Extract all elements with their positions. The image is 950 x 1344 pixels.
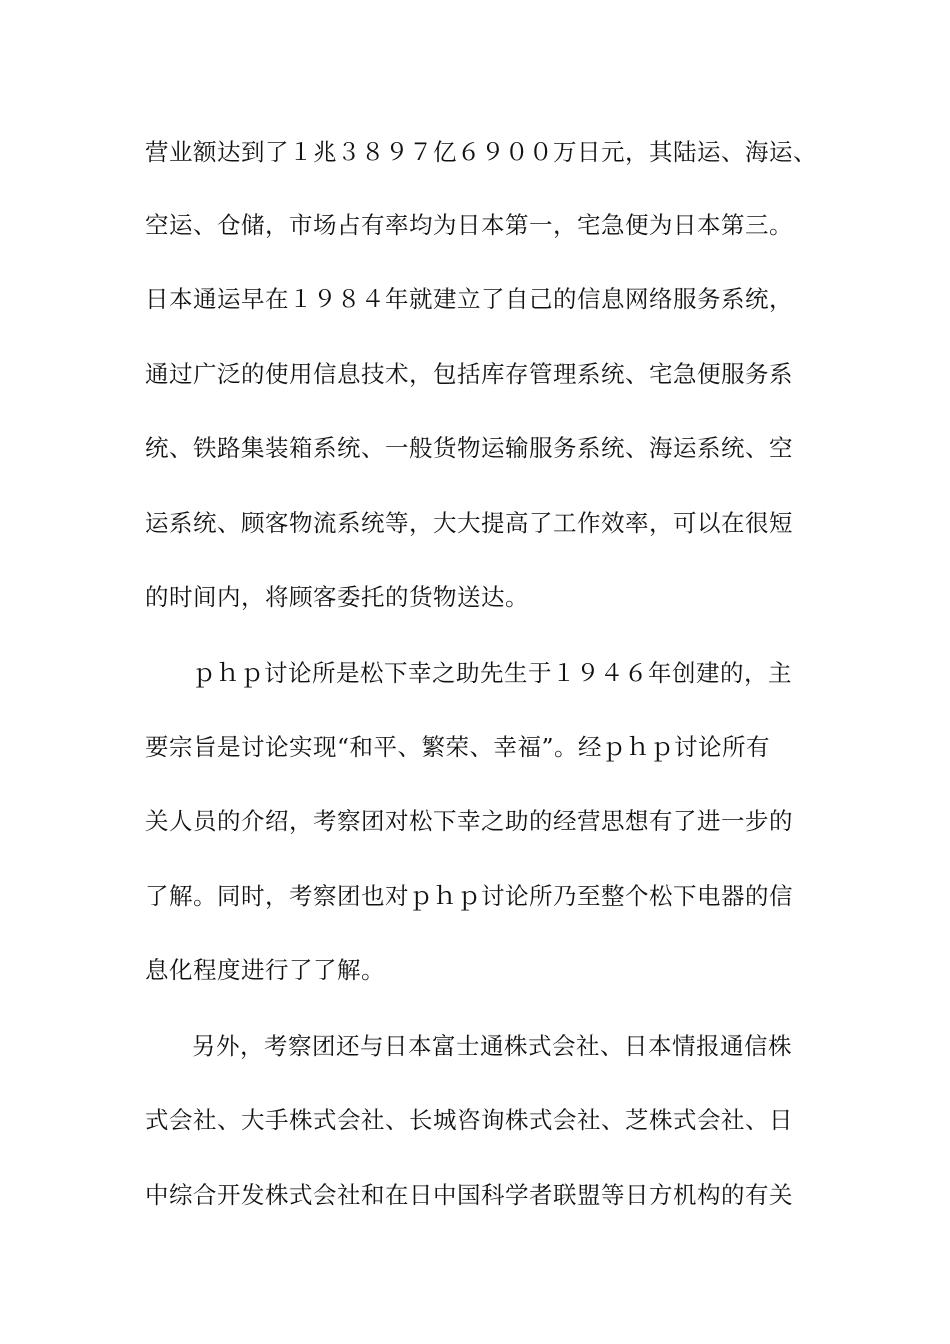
paragraph-first-line: 另外，考察团还与日本富士通株式会社、日本情报通信株 bbox=[192, 1032, 792, 1060]
paragraph-first-line: ｐｈｐ讨论所是松下幸之助先生于１９４６年创建的，主 bbox=[192, 659, 792, 687]
text-line: 了解。同时，考察团也对ｐｈｐ讨论所乃至整个松下电器的信 bbox=[145, 882, 793, 910]
text-line: 息化程度进行了了解。 bbox=[145, 956, 385, 984]
text-line: 要宗旨是讨论实现“和平、繁荣、幸福”。经ｐｈｐ讨论所有 bbox=[145, 733, 771, 761]
text-line: 关人员的介绍，考察团对松下幸之助的经营思想有了进一步的 bbox=[145, 807, 793, 835]
text-line: 中综合开发株式会社和在日中国科学者联盟等日方机构的有关 bbox=[145, 1181, 793, 1209]
text-line: 的时间内，将顾客委托的货物送达。 bbox=[145, 583, 529, 611]
text-line: 通过广泛的使用信息技术，包括库存管理系统、宅急便服务系 bbox=[145, 360, 793, 388]
text-line: 运系统、顾客物流系统等，大大提高了工作效率，可以在很短 bbox=[145, 509, 793, 537]
text-line: 统、铁路集装箱系统、一般货物运输服务系统、海运系统、空 bbox=[145, 434, 793, 462]
text-line: 营业额达到了１兆３８９７亿６９００万日元，其陆运、海运、 bbox=[145, 138, 817, 166]
text-line: 空运、仓储，市场占有率均为日本第一，宅急便为日本第三。 bbox=[145, 211, 793, 239]
text-line: 式会社、大手株式会社、长城咨询株式会社、芝株式会社、日 bbox=[145, 1106, 793, 1134]
text-line: 日本通运早在１９８４年就建立了自己的信息网络服务系统， bbox=[145, 285, 793, 313]
